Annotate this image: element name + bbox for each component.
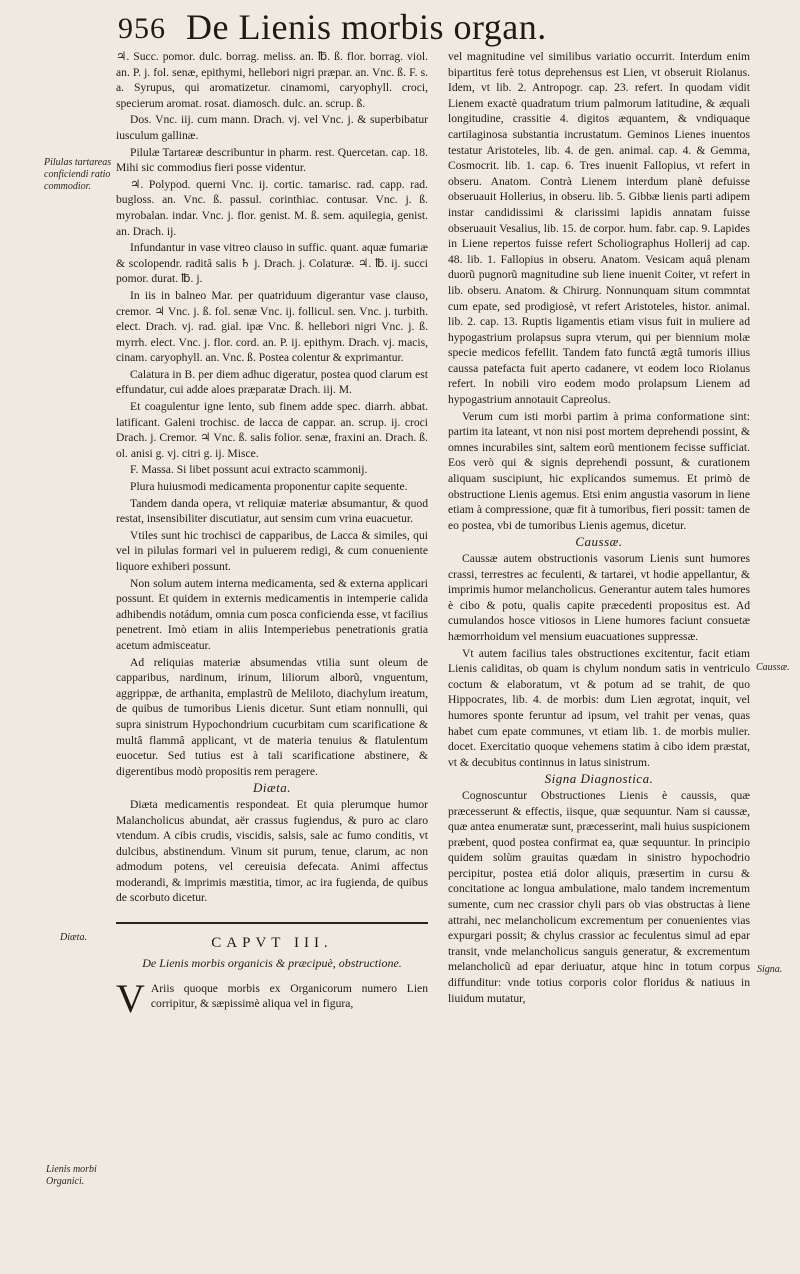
chapter-title: CAPVT III. <box>211 935 333 952</box>
margin-note-caussae: Caussæ. <box>756 662 790 673</box>
paragraph: ♃. Polypod. querni Vnc. ij. cortic. tamarisc. rad. capp. rad. bugloss. an. Vnc. ß. passul. corinthiac. contusar. Vnc. j. ß. myrobalan. indar. Vnc. j. flor. genist. M. ß. sem. aquilegia, genist. an. Drach. ij. <box>116 177 428 238</box>
paragraph: Vtiles sunt hic trochisci de capparibus, de Lacca & similes, qui vel in pilulas formari vel in puluerem redigi, & cum conueniente liquore exhiberi possunt. <box>116 528 428 573</box>
drop-cap: V <box>116 975 145 1021</box>
chapter-subtitle: De Lienis morbis organicis & præcipuè, obstructione. <box>142 955 402 970</box>
paragraph: Ad reliquias materiæ absumendas vtilia sunt oleum de capparibus, nardinum, irinum, liliorum alborũ, vnguentum, aggrippæ, de arthanita, emplastrũ de Meliloto, diachylum ireatum, de quibus de tumoribus Lienis dicetur. Sunt etiam nonnulli, qui supra sinistrum Hypochondrium cucurbitam cum scarificatione & multâ flammâ applicant, vt de materia tenuius & flatulentum euocetur. Sed tutius est à tali scarificatione abstinere, & digerentibus modò propositis rem peragere. <box>116 655 428 778</box>
chapter-divider <box>116 922 428 924</box>
paragraph: Et coagulentur igne lento, sub finem adde spec. diarrh. abbat. latificant. Galeni trochisc. de lacca de cappar. an. scrup. ij. croci Drach. j. Cremor. ♃ Vnc. ß. salis folior. senæ, fraxini an. Drach. ß. ol. anisi g. vj. citri g. ij. Misce. <box>116 400 428 460</box>
chapter-text: Ariis quoque morbis ex Organicorum numero Lien corripitur, & sæpissimè aliqua vel in figura, <box>150 981 428 1011</box>
paragraph: Plura huiusmodi medicamenta proponentur capite sequente. <box>130 480 408 494</box>
margin-note-signa: Signa. <box>757 964 783 975</box>
paragraph: Cognoscuntur Obstructiones Lienis è caussis, quæ præcesserunt & effectis, iisque, quæ sequuntur. Nam si caussæ, quæ antea enumeratæ sunt, præcesserint, mali huius suspicionem præbent, quod postea confirmat ea, quæ sequuntur. In principio quidem solùm grauitas quædam in sinistro hypochodrio percipitur, postea etiá dolor aliquis, præsertim in cursu & concitatione ac longua ambulatione, malo tandem incrementum sumente, cum nec crassior chyli pars ob vias obstructas à liene attrahi, nec melancholicum excrementum per conuenientes vias expurgari possit; & chylus crassior ac feculentus simul ad epar transit, vnde melancholicus sanguis generatur, & excrementum melancholicũ ad epar deriuatur, atque hinc in totum corpus diffunditur: vnde totius corporis color floridus & natiuus in liuidum mutatur, <box>448 788 750 1005</box>
paragraph: Verum cum isti morbi partim à prima conformatione sint: partim ita lateant, vt non nisi post mortem deprehendi possint, & omnes incurabiles sint, saltem eorũ mentionem fecisse sufficiat. Eos verò qui & signis deprehendi possunt, & curationem aliquam suscipiunt, hic explicandos sumemus. Et primò de obstructione Lienis agemus. Etsi enim angustia vasorum in liene etiam à compressione, quæ fit à tumoribus, fieri possit: tamen de eo postea, vbi de tumoribus Lienis agemus, dicetur. <box>448 409 750 532</box>
paragraph: Tandem danda opera, vt reliquiæ materiæ absumantur, & quod restat, insensibiliter discutiatur, aut sensim cum vrina euacuetur. <box>116 496 428 526</box>
paragraph: Infundantur in vase vitreo clauso in suffic. quant. aquæ fumariæ & scolopendr. raditâ salis ♄ j. Drach. j. Colaturæ. ♃. ℔. ij. succi pomor. durat. ℔. j. <box>116 241 428 286</box>
paragraph: ♃. Succ. pomor. dulc. borrag. meliss. an. ℔. ß. flor. borrag. viol. an. P. j. fol. senæ, epithymi, hellebori nigri præpar. an. Vnc. ß. F. s. a. Syrupus, qui aromatizetur. cinamomi, caryophyll. croci, specierum aromat. rosat. diamosch. dulc. an. scrup. ß. <box>116 50 428 110</box>
paragraph: Caussæ autem obstructionis vasorum Lienis sunt humores crassi, terrestres ac feculenti, & tartarei, vt hodie appellantur, & imprimis humor melancholicus. Generantur autem tales humores è cibo & potu, qualis capite præcedenti propositus est. Ad cumulandos hosce vitiosos in Liene humores faciunt consuetæ hæmorrhoidum vel mensium euacuationes suppressæ. <box>448 552 750 643</box>
paragraph: Calatura in B. per diem adhuc digeratur, postea quod clarum est effundatur, cui adde aloes præparatæ Drach. iij. M. <box>116 367 428 397</box>
section-heading-caussae: Caussæ. <box>575 534 623 550</box>
page-number: 956 <box>118 12 166 45</box>
margin-note-lienis-morbi: Lienis morbi Organici. <box>46 1164 97 1187</box>
paragraph: Non solum autem interna medicamenta, sed & externa applicari possunt. Et quidem in externis medicamentis in intemperie calida adhibendis notádum, omnia cum posca conficienda esse, vt facilius penetrent. Imò etiam in aliis Intemperiebus penetrationis gratia acetum admisceatur. <box>116 576 428 652</box>
right-column <box>448 49 750 1007</box>
running-title: De Lienis morbis organ. <box>186 7 547 47</box>
paragraph: Diæta medicamentis respondeat. Et quia plerumque humor Malancholicus abundat, aër crassus fugiendus, & puro ac claro vtendum. A cibis crudis, viscidis, salsis, sale ac fumo conditis, vt dulcibus, abstinendum. Vinum sit purum, tenue, clarum, ac non admodum potens, vel cereuisia defecata. Animi affectus moderandi, & imprimis mæstitia, timor, ac ira fugienda, de quibus de scorbuto dicetur. <box>116 797 428 905</box>
paragraph: Dos. Vnc. iij. cum mann. Drach. vj. vel Vnc. j. & superbibatur iusculum gallinæ. <box>116 113 428 142</box>
paragraph: Pilulæ Tartareæ describuntur in pharm. rest. Quercetan. cap. 18. Mihi sic commodius fieri posse videntur. <box>116 145 428 175</box>
margin-note-diaeta: Diæta. <box>60 932 87 943</box>
section-heading-diaeta: Diæta. <box>252 780 292 796</box>
paragraph: vel magnitudine vel similibus variatio occurrit. Interdum enim bipartitus ferè totus deprehensus est Lien, vt obseruit Riolanus. Idem, vt lib. 2. Antropogr. cap. 23. refert. In quodam vidit Lienem exactè quadratum trium palmorum latitudine, & æquali longitudine, crassitie 4. digitos æquantem, & vndiquaque cartilaginosa substantia incrustatum. Geminos Lienes inuentos testatur Aristoteles, lib. 4. de gen. animal. cap. 4. & Gemma, Cosmocrit. lib. 1. cap. 6. Tres inuenit Fallopius, vt refert in obseru. Anatom. Contrà Lienem interdum planè defuisse obseruauit Hollerius, in obseru. lib. 5. Gibbæ lienis parti adipem instar candidissimi & clarissimi lapidis annatam fuisse obseruauit Vesalius, lib. 15. de corpor. hum. fabr. cap. 9. Lapides in Liene repertos fuisse refert Scholiographus Hollerij ad cap. 48. lib. 1. Fallopius in obseru. Anatom. Vesicam aquâ plenam duorũ pugnorũ magnitudine sub liene inuenit Coiter, vt refert in lib. obseru. Anatom. & Chirurg. Nonnunquam situm commntat cum epate, sed prodigiosè, vt refert Aristoteles, histor. animal. lib. 2. cap. 13. Ruptis ligamentis etiam visus fuit in muliere ad hypogastrium prolapsus supra vterum, qui per biennium molæ specie medicos fefellit. Tandem fato functâ ægtâ tumoris illius caussa patefacta fuit aperto cadanere, vt eodem loco Riolanus refert. In nobili viro eodem modo prolapsum Lienem ad hypogastrium annotauit Capreolus. <box>448 50 750 407</box>
paragraph: In iis in balneo Mar. per quatriduum digerantur vase clauso, cremor. ♃ Vnc. j. ß. fol. senæ Vnc. ij. follicul. sen. Vnc. j. turbith. elect. Drach. vj. rad. gial. ipæ Vnc. ß. hellebori nigri Vnc. j. ß. myrrh. elect. Vnc. j. flor. cord. an. P. ij. epithym. Drach. vj. macis, cinam. caryophyll. an. Vnc. ß. Postea colentur & exprimantur. <box>116 288 428 365</box>
chapter-opening <box>116 975 428 1021</box>
page-header <box>118 6 758 52</box>
section-heading-signa: Signa Diagnostica. <box>544 771 654 787</box>
left-column <box>116 49 428 1021</box>
paragraph: Vt autem facilius tales obstructiones excitentur, facit etiam Lienis caliditas, ob quam is chylum nondum satis in ventriculo coctum & elaboratum, vt & potum ad se trahit, de quo Hippocrates, lib. 4. de morbis: dum Lien ægrotat, inquit, vel humores sponte feruntur ad ipsum, vel trahit per venas, quas habet cum epate communes, vt etiam lib. 1. de morbis mulier. docet. Exercitatio quoque vehemens statim à cibo idem præstat, vt & decubitus continnus in latus sinistrum. <box>448 646 750 769</box>
margin-note-pilulas: Pilulas tartareas conficiendi ratio commodior. <box>44 157 112 192</box>
paragraph: F. Massa. Si libet possunt acui extracto scammonij. <box>130 463 368 477</box>
